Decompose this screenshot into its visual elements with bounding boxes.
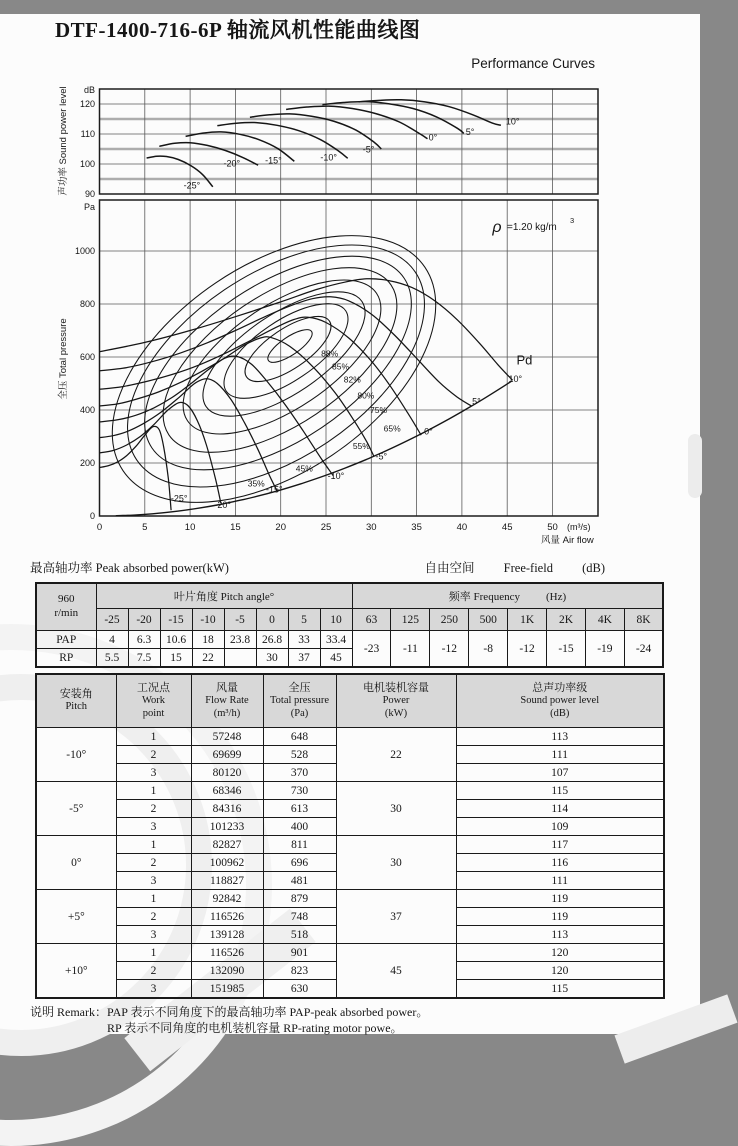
work-point-cell: 3 bbox=[116, 872, 191, 890]
density-exponent: 3 bbox=[570, 216, 575, 225]
pitch-cell: +10° bbox=[36, 944, 116, 999]
chart-element: 50 bbox=[547, 522, 558, 533]
density-value: =1.20 kg/m bbox=[507, 222, 557, 233]
sound-level-cell: 113 bbox=[456, 728, 664, 746]
chart-element: 600 bbox=[79, 352, 95, 362]
remark bbox=[30, 1004, 700, 1036]
flow-rate-cell: 57248 bbox=[191, 728, 263, 746]
flow-rate-cell: 151985 bbox=[191, 980, 263, 999]
flow-rate-cell: 68346 bbox=[191, 782, 263, 800]
flow-rate-cell: 116526 bbox=[191, 908, 263, 926]
sound-level-cell: 107 bbox=[456, 764, 664, 782]
frequency-cell: 8K bbox=[624, 609, 663, 631]
angle-header-cell: -25 bbox=[96, 609, 128, 631]
frequency-cell: 1K bbox=[508, 609, 547, 631]
sound-level-cell: 120 bbox=[456, 962, 664, 980]
pressure-curve-label: 5° bbox=[472, 396, 481, 407]
frequency-cell: 2K bbox=[547, 609, 586, 631]
work-point-cell: 2 bbox=[116, 746, 191, 764]
chart-element: 800 bbox=[79, 299, 95, 309]
rp-value bbox=[224, 649, 256, 668]
sound-curve-label: -10° bbox=[320, 152, 338, 163]
sound-y-unit: dB bbox=[83, 85, 95, 95]
chart-element: 110 bbox=[80, 129, 95, 139]
pressure-cell: 518 bbox=[263, 926, 336, 944]
chart-element: 120 bbox=[79, 99, 95, 109]
pressure-cell: 630 bbox=[263, 980, 336, 999]
pressure-curve-label: 10° bbox=[508, 374, 523, 385]
efficiency-label: 45% bbox=[295, 463, 313, 474]
column-header: 电机装机容量 Power (kW) bbox=[336, 674, 456, 728]
chart-element: 40 bbox=[456, 522, 468, 533]
work-point-cell: 2 bbox=[116, 854, 191, 872]
pap-value: 4 bbox=[96, 631, 128, 649]
x-axis-unit: (m³/s) bbox=[567, 522, 591, 532]
row-label: RP bbox=[36, 649, 96, 668]
pitch-cell: -10° bbox=[36, 728, 116, 782]
sound-level-cell: 116 bbox=[456, 854, 664, 872]
pressure-cell: 481 bbox=[263, 872, 336, 890]
row-label: PAP bbox=[36, 631, 96, 649]
efficiency-label: 82% bbox=[343, 374, 361, 385]
frequency-header: 频率 Frequency (Hz) bbox=[352, 583, 663, 609]
pressure-axis-title: 全压 Total pressure bbox=[58, 318, 69, 400]
table-header-row bbox=[36, 674, 664, 728]
rp-value: 7.5 bbox=[128, 649, 160, 668]
rp-value: 37 bbox=[288, 649, 320, 668]
pressure-curve-label: -20° bbox=[214, 500, 232, 511]
chart-element: 200 bbox=[79, 458, 95, 468]
table-row bbox=[36, 609, 663, 631]
chart-element: 0 bbox=[96, 522, 103, 533]
pap-value: 18 bbox=[192, 631, 224, 649]
table-row bbox=[36, 583, 663, 609]
sound-curve--25° bbox=[147, 156, 213, 187]
chart-element: 5 bbox=[142, 522, 148, 533]
work-point-cell: 3 bbox=[116, 926, 191, 944]
rp-value: 30 bbox=[256, 649, 288, 668]
frequency-cell: 125 bbox=[391, 609, 430, 631]
density-symbol: ρ bbox=[492, 219, 502, 236]
table-row bbox=[36, 782, 664, 800]
sound-level-cell: 114 bbox=[456, 800, 664, 818]
freq-level-value: -24 bbox=[624, 631, 663, 668]
pressure-curve-label: -15° bbox=[266, 484, 283, 495]
pressure-cell: 879 bbox=[263, 890, 336, 908]
angle-header-cell: -5 bbox=[224, 609, 256, 631]
chart-element: 0 bbox=[89, 511, 95, 521]
freq-level-value: -19 bbox=[585, 631, 624, 668]
column-header: 安装角 Pitch bbox=[36, 674, 116, 728]
flow-rate-cell: 92842 bbox=[191, 890, 263, 908]
freq-level-value: -12 bbox=[508, 631, 547, 668]
work-point-cell: 1 bbox=[116, 728, 191, 746]
flow-rate-cell: 118827 bbox=[191, 872, 263, 890]
pressure-chart bbox=[57, 181, 598, 557]
efficiency-contour-35% bbox=[65, 181, 483, 557]
power-cell: 30 bbox=[336, 782, 456, 836]
work-point-cell: 2 bbox=[116, 962, 191, 980]
sound-level-cell: 119 bbox=[456, 908, 664, 926]
work-point-cell: 1 bbox=[116, 836, 191, 854]
sound-curve-label: 0° bbox=[428, 132, 438, 143]
pap-value: 10.6 bbox=[160, 631, 192, 649]
sound-level-cell: 120 bbox=[456, 944, 664, 962]
pap-value: 33.4 bbox=[320, 631, 352, 649]
efficiency-label: 65% bbox=[383, 423, 401, 434]
rp-value: 22 bbox=[192, 649, 224, 668]
angle-header-cell: 10 bbox=[320, 609, 352, 631]
sound-curve--20° bbox=[159, 143, 258, 169]
efficiency-label: 88% bbox=[321, 348, 339, 359]
work-point-cell: 1 bbox=[116, 782, 191, 800]
flow-rate-cell: 139128 bbox=[191, 926, 263, 944]
pressure-curve-5° bbox=[100, 297, 472, 406]
chart-element: 35 bbox=[411, 522, 422, 533]
pap-value: 26.8 bbox=[256, 631, 288, 649]
efficiency-label: 35% bbox=[247, 478, 265, 489]
sound-level-cell: 119 bbox=[456, 890, 664, 908]
pressure-cell: 730 bbox=[263, 782, 336, 800]
pap-value: 33 bbox=[288, 631, 320, 649]
flow-rate-cell: 82827 bbox=[191, 836, 263, 854]
flow-rate-cell: 84316 bbox=[191, 800, 263, 818]
pressure-curve-label: -10° bbox=[327, 470, 345, 481]
caption-row bbox=[30, 558, 605, 576]
sound-level-cell: 115 bbox=[456, 980, 664, 999]
table-row bbox=[36, 728, 664, 746]
frequency-cell: 500 bbox=[469, 609, 508, 631]
pressure-curve-label: -5° bbox=[375, 451, 388, 462]
freq-level-value: -8 bbox=[469, 631, 508, 668]
sound-level-cell: 113 bbox=[456, 926, 664, 944]
datasheet-page bbox=[0, 14, 700, 1034]
rp-value: 45 bbox=[320, 649, 352, 668]
angle-header-cell: 0 bbox=[256, 609, 288, 631]
sound-level-cell: 115 bbox=[456, 782, 664, 800]
work-point-cell: 2 bbox=[116, 908, 191, 926]
frequency-cell: 4K bbox=[585, 609, 624, 631]
pap-value: 6.3 bbox=[128, 631, 160, 649]
power-cell: 22 bbox=[336, 728, 456, 782]
efficiency-label: 80% bbox=[357, 390, 375, 401]
table-row bbox=[36, 836, 664, 854]
pressure-curve--10° bbox=[100, 356, 334, 476]
sound-curve-label: -25° bbox=[183, 180, 201, 191]
sound-curve-5° bbox=[322, 102, 463, 134]
angle-header-cell: -20 bbox=[128, 609, 160, 631]
power-cell: 30 bbox=[336, 836, 456, 890]
sound-curve-label: 5° bbox=[465, 127, 475, 138]
column-header: 工况点 Work point bbox=[116, 674, 191, 728]
pressure-curve--20° bbox=[100, 402, 221, 503]
freq-level-value: -23 bbox=[352, 631, 391, 668]
chart-element: 100 bbox=[79, 159, 95, 169]
chart-element: 45 bbox=[501, 522, 513, 533]
flow-rate-cell: 116526 bbox=[191, 944, 263, 962]
speed-cell: 960 r/min bbox=[36, 583, 96, 631]
chart-element: 25 bbox=[320, 522, 332, 533]
pressure-cell: 696 bbox=[263, 854, 336, 872]
chart-element: 1000 bbox=[74, 246, 95, 256]
column-header: 全压 Total pressure (Pa) bbox=[263, 674, 336, 728]
power-cell: 45 bbox=[336, 944, 456, 999]
chart-element: 90 bbox=[84, 189, 95, 199]
performance-charts bbox=[0, 79, 700, 551]
freq-level-value: -12 bbox=[430, 631, 469, 668]
pitch-cell: +5° bbox=[36, 890, 116, 944]
subtitle-performance-curves: Performance Curves bbox=[471, 56, 595, 71]
sound-curve-label: -15° bbox=[265, 155, 282, 166]
table-row bbox=[36, 890, 664, 908]
work-point-cell: 1 bbox=[116, 944, 191, 962]
frequency-cell: 250 bbox=[430, 609, 469, 631]
power-cell: 37 bbox=[336, 890, 456, 944]
sound-level-cell: 111 bbox=[456, 872, 664, 890]
pap-value: 23.8 bbox=[224, 631, 256, 649]
pressure-y-unit: Pa bbox=[83, 202, 95, 212]
sound-level-cell: 111 bbox=[456, 746, 664, 764]
frequency-cell: 63 bbox=[352, 609, 391, 631]
sound-curve-label: 10° bbox=[505, 116, 520, 127]
chart-element: 15 bbox=[230, 522, 241, 533]
remark-line: PAP 表示不同角度下的最高轴功率 PAP-peak absorbed power。 bbox=[107, 1005, 429, 1019]
efficiency-label: 75% bbox=[370, 404, 388, 415]
flow-rate-cell: 101233 bbox=[191, 818, 263, 836]
page-title: DTF-1400-716-6P 轴流风机性能曲线图 bbox=[55, 18, 421, 42]
pd-label: Pd bbox=[516, 352, 533, 368]
pressure-cell: 400 bbox=[263, 818, 336, 836]
table-row bbox=[36, 631, 663, 649]
column-header: 总声功率级 Sound power level (dB) bbox=[456, 674, 664, 728]
chart-element: 400 bbox=[79, 405, 95, 415]
pressure-cell: 613 bbox=[263, 800, 336, 818]
pressure-cell: 370 bbox=[263, 764, 336, 782]
sound-axis-title: 声功率 Sound power level bbox=[58, 86, 69, 196]
efficiency-label: 85% bbox=[331, 361, 350, 372]
chart-element: 20 bbox=[275, 522, 286, 533]
sound-level-cell: 117 bbox=[456, 836, 664, 854]
freq-level-value: -11 bbox=[391, 631, 430, 668]
pitch-cell: 0° bbox=[36, 836, 116, 890]
sound-chart bbox=[57, 85, 598, 199]
efficiency-contour-80% bbox=[184, 268, 388, 439]
angle-header-cell: -15 bbox=[160, 609, 192, 631]
flow-rate-cell: 80120 bbox=[191, 764, 263, 782]
pitch-angle-header: 叶片角度 Pitch angle° bbox=[96, 583, 352, 609]
rp-value: 15 bbox=[160, 649, 192, 668]
x-axis-title: 风量 Air flow bbox=[541, 535, 594, 546]
work-point-cell: 2 bbox=[116, 800, 191, 818]
chart-element: 10 bbox=[184, 522, 196, 533]
pitch-cell: -5° bbox=[36, 782, 116, 836]
efficiency-contour-55% bbox=[108, 213, 447, 512]
pressure-cell: 528 bbox=[263, 746, 336, 764]
flow-rate-cell: 132090 bbox=[191, 962, 263, 980]
sound-level-cell: 109 bbox=[456, 818, 664, 836]
work-point-cell: 3 bbox=[116, 818, 191, 836]
pressure-curve-0° bbox=[100, 317, 422, 435]
efficiency-contour-65% bbox=[133, 231, 428, 489]
sound-curve-label: -5° bbox=[362, 144, 375, 155]
pressure-cell: 648 bbox=[263, 728, 336, 746]
pressure-cell: 901 bbox=[263, 944, 336, 962]
pressure-cell: 748 bbox=[263, 908, 336, 926]
remark-label: 说明 Remark： bbox=[30, 1005, 107, 1019]
work-point-cell: 1 bbox=[116, 890, 191, 908]
freq-level-value: -15 bbox=[547, 631, 586, 668]
rp-value: 5.5 bbox=[96, 649, 128, 668]
flow-rate-cell: 100962 bbox=[191, 854, 263, 872]
pressure-cell: 811 bbox=[263, 836, 336, 854]
pressure-curve-label: 0° bbox=[424, 426, 433, 437]
peak-power-caption: 最高轴功率 Peak absorbed power(kW) bbox=[30, 561, 229, 575]
sound-curve-label: -20° bbox=[223, 158, 241, 169]
peak-power-table bbox=[35, 582, 664, 668]
performance-table bbox=[35, 673, 665, 999]
work-point-cell: 3 bbox=[116, 764, 191, 782]
pressure-cell: 823 bbox=[263, 962, 336, 980]
column-header: 风量 Flow Rate (m³/h) bbox=[191, 674, 263, 728]
angle-header-cell: 5 bbox=[288, 609, 320, 631]
remark-line: RP 表示不同角度的电机装机容量 RP-rating motor powe。 bbox=[107, 1021, 403, 1036]
sound-curve-10° bbox=[359, 100, 501, 126]
pressure-curve-label: -25° bbox=[170, 493, 188, 504]
efficiency-label: 55% bbox=[352, 441, 370, 452]
angle-header-cell: -10 bbox=[192, 609, 224, 631]
chart-element: 30 bbox=[366, 522, 377, 533]
work-point-cell: 3 bbox=[116, 980, 191, 999]
flow-rate-cell: 69699 bbox=[191, 746, 263, 764]
table-row bbox=[36, 944, 664, 962]
free-field-caption: 自由空间 Free-field (dB) bbox=[424, 561, 605, 575]
